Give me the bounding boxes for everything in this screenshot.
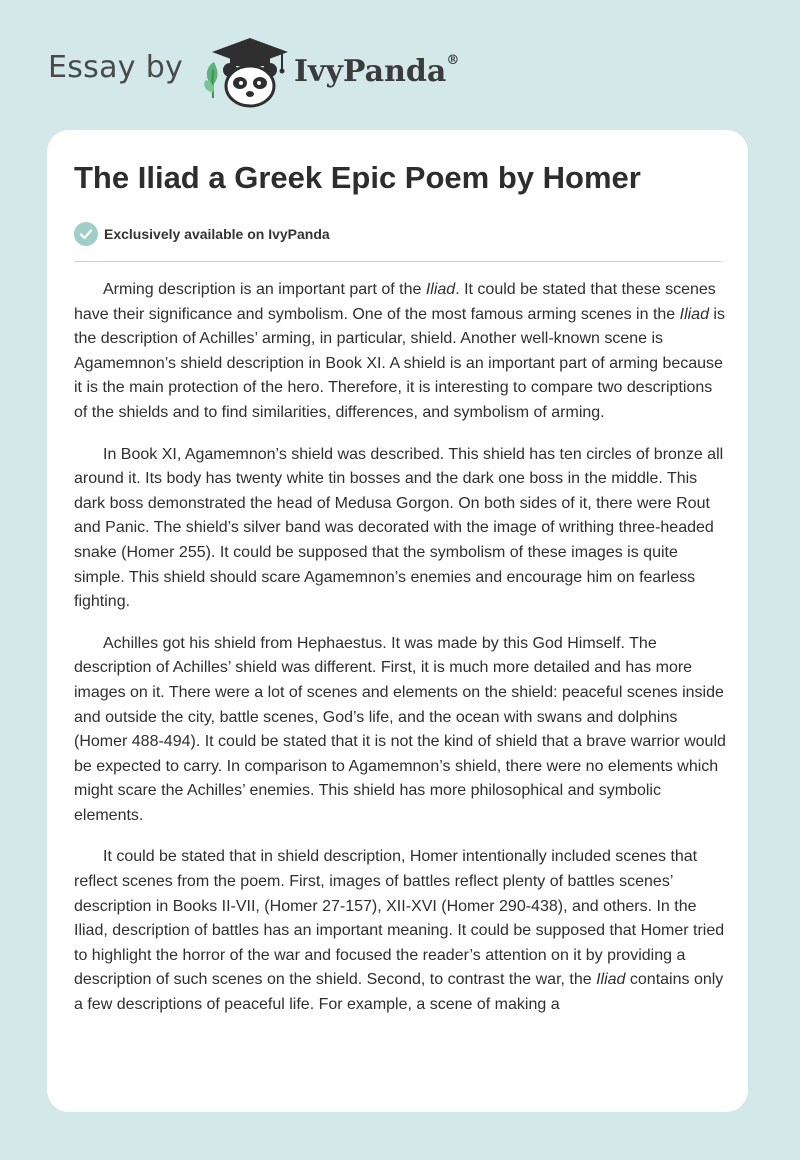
divider xyxy=(74,261,722,262)
badge-label: Exclusively available on IvyPanda xyxy=(104,226,330,242)
exclusive-badge xyxy=(74,221,330,247)
italic-run: Iliad xyxy=(596,971,626,989)
check-icon xyxy=(74,222,98,246)
leaf-icon xyxy=(204,62,217,98)
essay-card xyxy=(47,130,748,1112)
body-paragraph xyxy=(74,443,728,615)
brand-name[interactable]: IvyPanda® xyxy=(294,53,460,89)
text-run: Achilles got his shield from Hephaestus. It was made by this God Himself. The description of Achilles’ shield was different. First, it is much more detailed and has more images on it. There were a lot of scenes and elements on the shield: peaceful scenes inside and outside the city, battle scenes, God’s life, and the ocean with swans and dolphins (Homer 488-494). It could be stated that it is not the kind of shield that a brave warrior would be expected to carry. In comparison to Agamemnon’s shield, there were no elements which might scare the Achilles’ enemies. This shield has more philosophical and symbolic elements. xyxy=(74,634,726,824)
text-run: It could be stated that in shield description, Homer intentionally included scenes that reflect scenes from the poem. First, images of battles reflect plenty of battles scenes’ description in Books II-VII, (Homer 27-157), XII-XVI (Homer 290-438), and others. In the Iliad, description of battles has an important meaning. It could be supposed that Homer tried to highlight the horror of the war and focused the reader’s attention on it by providing a description of such scenes on the shield. Second, to contrast the war, the xyxy=(74,848,725,989)
site-header xyxy=(0,0,800,130)
text-run: In Book XI, Agamemnon’s shield was described. This shield has ten circles of bronze all around it. Its body has twenty white tin bosses and the dark one boss in the middle. This dark boss demonstrated the head of Medusa Gorgon. On both sides of it, there were Rout and Panic. The shield’s silver band was decorated with the image of writhing three-headed snake (Homer 255). It could be supposed that the symbolism of these images is quite simple. This shield should scare Agamemnon’s enemies and encourage him on fearless fighting. xyxy=(74,445,724,611)
italic-run: Iliad xyxy=(679,305,709,323)
panda-logo-icon[interactable] xyxy=(200,36,290,108)
body-paragraph xyxy=(74,845,728,1017)
italic-run: Iliad xyxy=(425,281,456,298)
page-title: The Iliad a Greek Epic Poem by Homer xyxy=(74,160,641,195)
registered-mark: ® xyxy=(446,53,460,68)
essay-by-label: Essay by xyxy=(48,50,184,85)
text-run: . It could be stated that these scenes have their significance and symbolism. One of the most famous arming scenes in the xyxy=(74,281,716,323)
body-paragraph xyxy=(74,632,728,829)
text-run: contains only a few descriptions of peaceful life. For example, a scene of making a xyxy=(74,971,724,1014)
text-run: Arming description is an important part of the xyxy=(103,281,426,298)
body-paragraph xyxy=(74,278,728,426)
text-run: is the description of Achilles’ arming, in particular, shield. Another well-known scene is Agamemnon’s shield description in Book XI. A shield is an important part of arming because it is the main protection of the hero. Therefore, it is interesting to compare two descriptions of the shields and to find similarities, differences, and symbolism of arming. xyxy=(74,305,725,421)
essay-body xyxy=(74,278,728,1035)
